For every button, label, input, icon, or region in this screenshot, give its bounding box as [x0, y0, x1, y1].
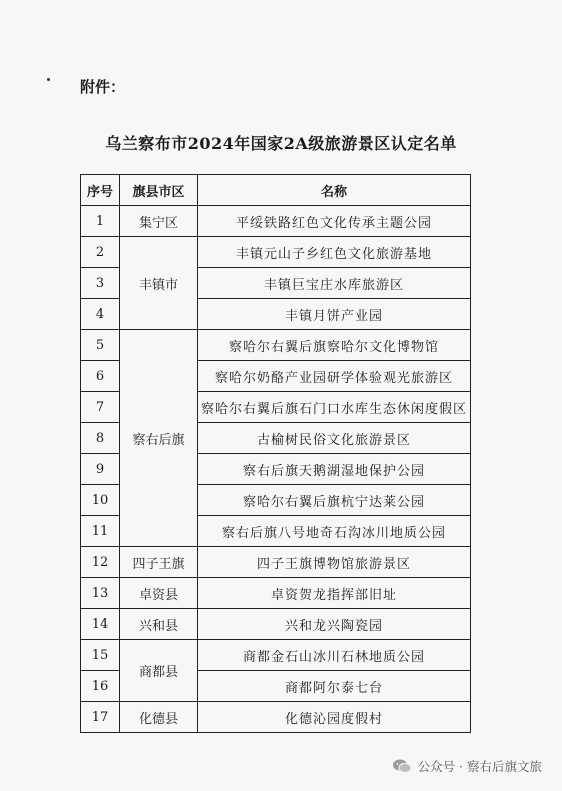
- table-row: [81, 237, 471, 268]
- attraction-name: 察右后旗天鹅湖湿地保护公园: [198, 454, 471, 485]
- row-number: 1: [81, 206, 120, 237]
- attraction-name: 卓资贺龙指挥部旧址: [198, 578, 471, 609]
- row-number: 4: [81, 299, 120, 330]
- table-body: [81, 206, 471, 733]
- table-row: [81, 578, 471, 609]
- attraction-name: 丰镇巨宝庄水库旅游区: [198, 268, 471, 299]
- attraction-name: 察哈尔右翼后旗察哈尔文化博物馆: [198, 330, 471, 361]
- scan-speck: [47, 78, 50, 81]
- header-name: 名称: [198, 175, 471, 206]
- row-number: 11: [81, 516, 120, 547]
- attraction-name: 兴和龙兴陶瓷园: [198, 609, 471, 640]
- wechat-icon: [392, 758, 412, 774]
- table-row: [81, 702, 471, 733]
- table-row: [81, 640, 471, 671]
- row-number: 16: [81, 671, 120, 702]
- attraction-name: 丰镇月饼产业园: [198, 299, 471, 330]
- district-cell: 卓资县: [120, 578, 198, 609]
- row-number: 15: [81, 640, 120, 671]
- row-number: 7: [81, 392, 120, 423]
- row-number: 17: [81, 702, 120, 733]
- attraction-name: 察右后旗八号地奇石沟冰川地质公园: [198, 516, 471, 547]
- table-row: [81, 547, 471, 578]
- row-number: 8: [81, 423, 120, 454]
- row-number: 2: [81, 237, 120, 268]
- district-cell: 兴和县: [120, 609, 198, 640]
- row-number: 9: [81, 454, 120, 485]
- row-number: 3: [81, 268, 120, 299]
- table-row: [81, 206, 471, 237]
- row-number: 6: [81, 361, 120, 392]
- attraction-name: 察哈尔奶酪产业园研学体验观光旅游区: [198, 361, 471, 392]
- attraction-name: 丰镇元山子乡红色文化旅游基地: [198, 237, 471, 268]
- attachment-label: 附件：: [80, 78, 126, 96]
- footer-text: 公众号 · 察右后旗文旅: [417, 759, 542, 774]
- district-cell: 商都县: [120, 640, 198, 702]
- table-row: [81, 330, 471, 361]
- district-cell: 丰镇市: [120, 237, 198, 330]
- row-number: 14: [81, 609, 120, 640]
- district-cell: 集宁区: [120, 206, 198, 237]
- watermark-footer: [392, 757, 542, 775]
- district-cell: 察右后旗: [120, 330, 198, 547]
- header-district: 旗县市区: [120, 175, 198, 206]
- row-number: 12: [81, 547, 120, 578]
- row-number: 5: [81, 330, 120, 361]
- attraction-name: 四子王旗博物馆旅游景区: [198, 547, 471, 578]
- table-header-row: [81, 175, 471, 206]
- attraction-name: 古榆树民俗文化旅游景区: [198, 423, 471, 454]
- attraction-name: 商都金石山冰川石林地质公园: [198, 640, 471, 671]
- attraction-name: 化德沁园度假村: [198, 702, 471, 733]
- attraction-name: 平绥铁路红色文化传承主题公园: [198, 206, 471, 237]
- attraction-name: 察哈尔右翼后旗杭宁达莱公园: [198, 485, 471, 516]
- document-title: 乌兰察布市2024年国家2A级旅游景区认定名单: [105, 134, 457, 153]
- header-number: 序号: [81, 175, 120, 206]
- row-number: 13: [81, 578, 120, 609]
- attraction-name: 察哈尔右翼后旗石门口水库生态休闲度假区: [198, 392, 471, 423]
- district-cell: 化德县: [120, 702, 198, 733]
- table-row: [81, 609, 471, 640]
- attraction-name: 商都阿尔泰七台: [198, 671, 471, 702]
- attraction-table: [80, 174, 471, 733]
- district-cell: 四子王旗: [120, 547, 198, 578]
- row-number: 10: [81, 485, 120, 516]
